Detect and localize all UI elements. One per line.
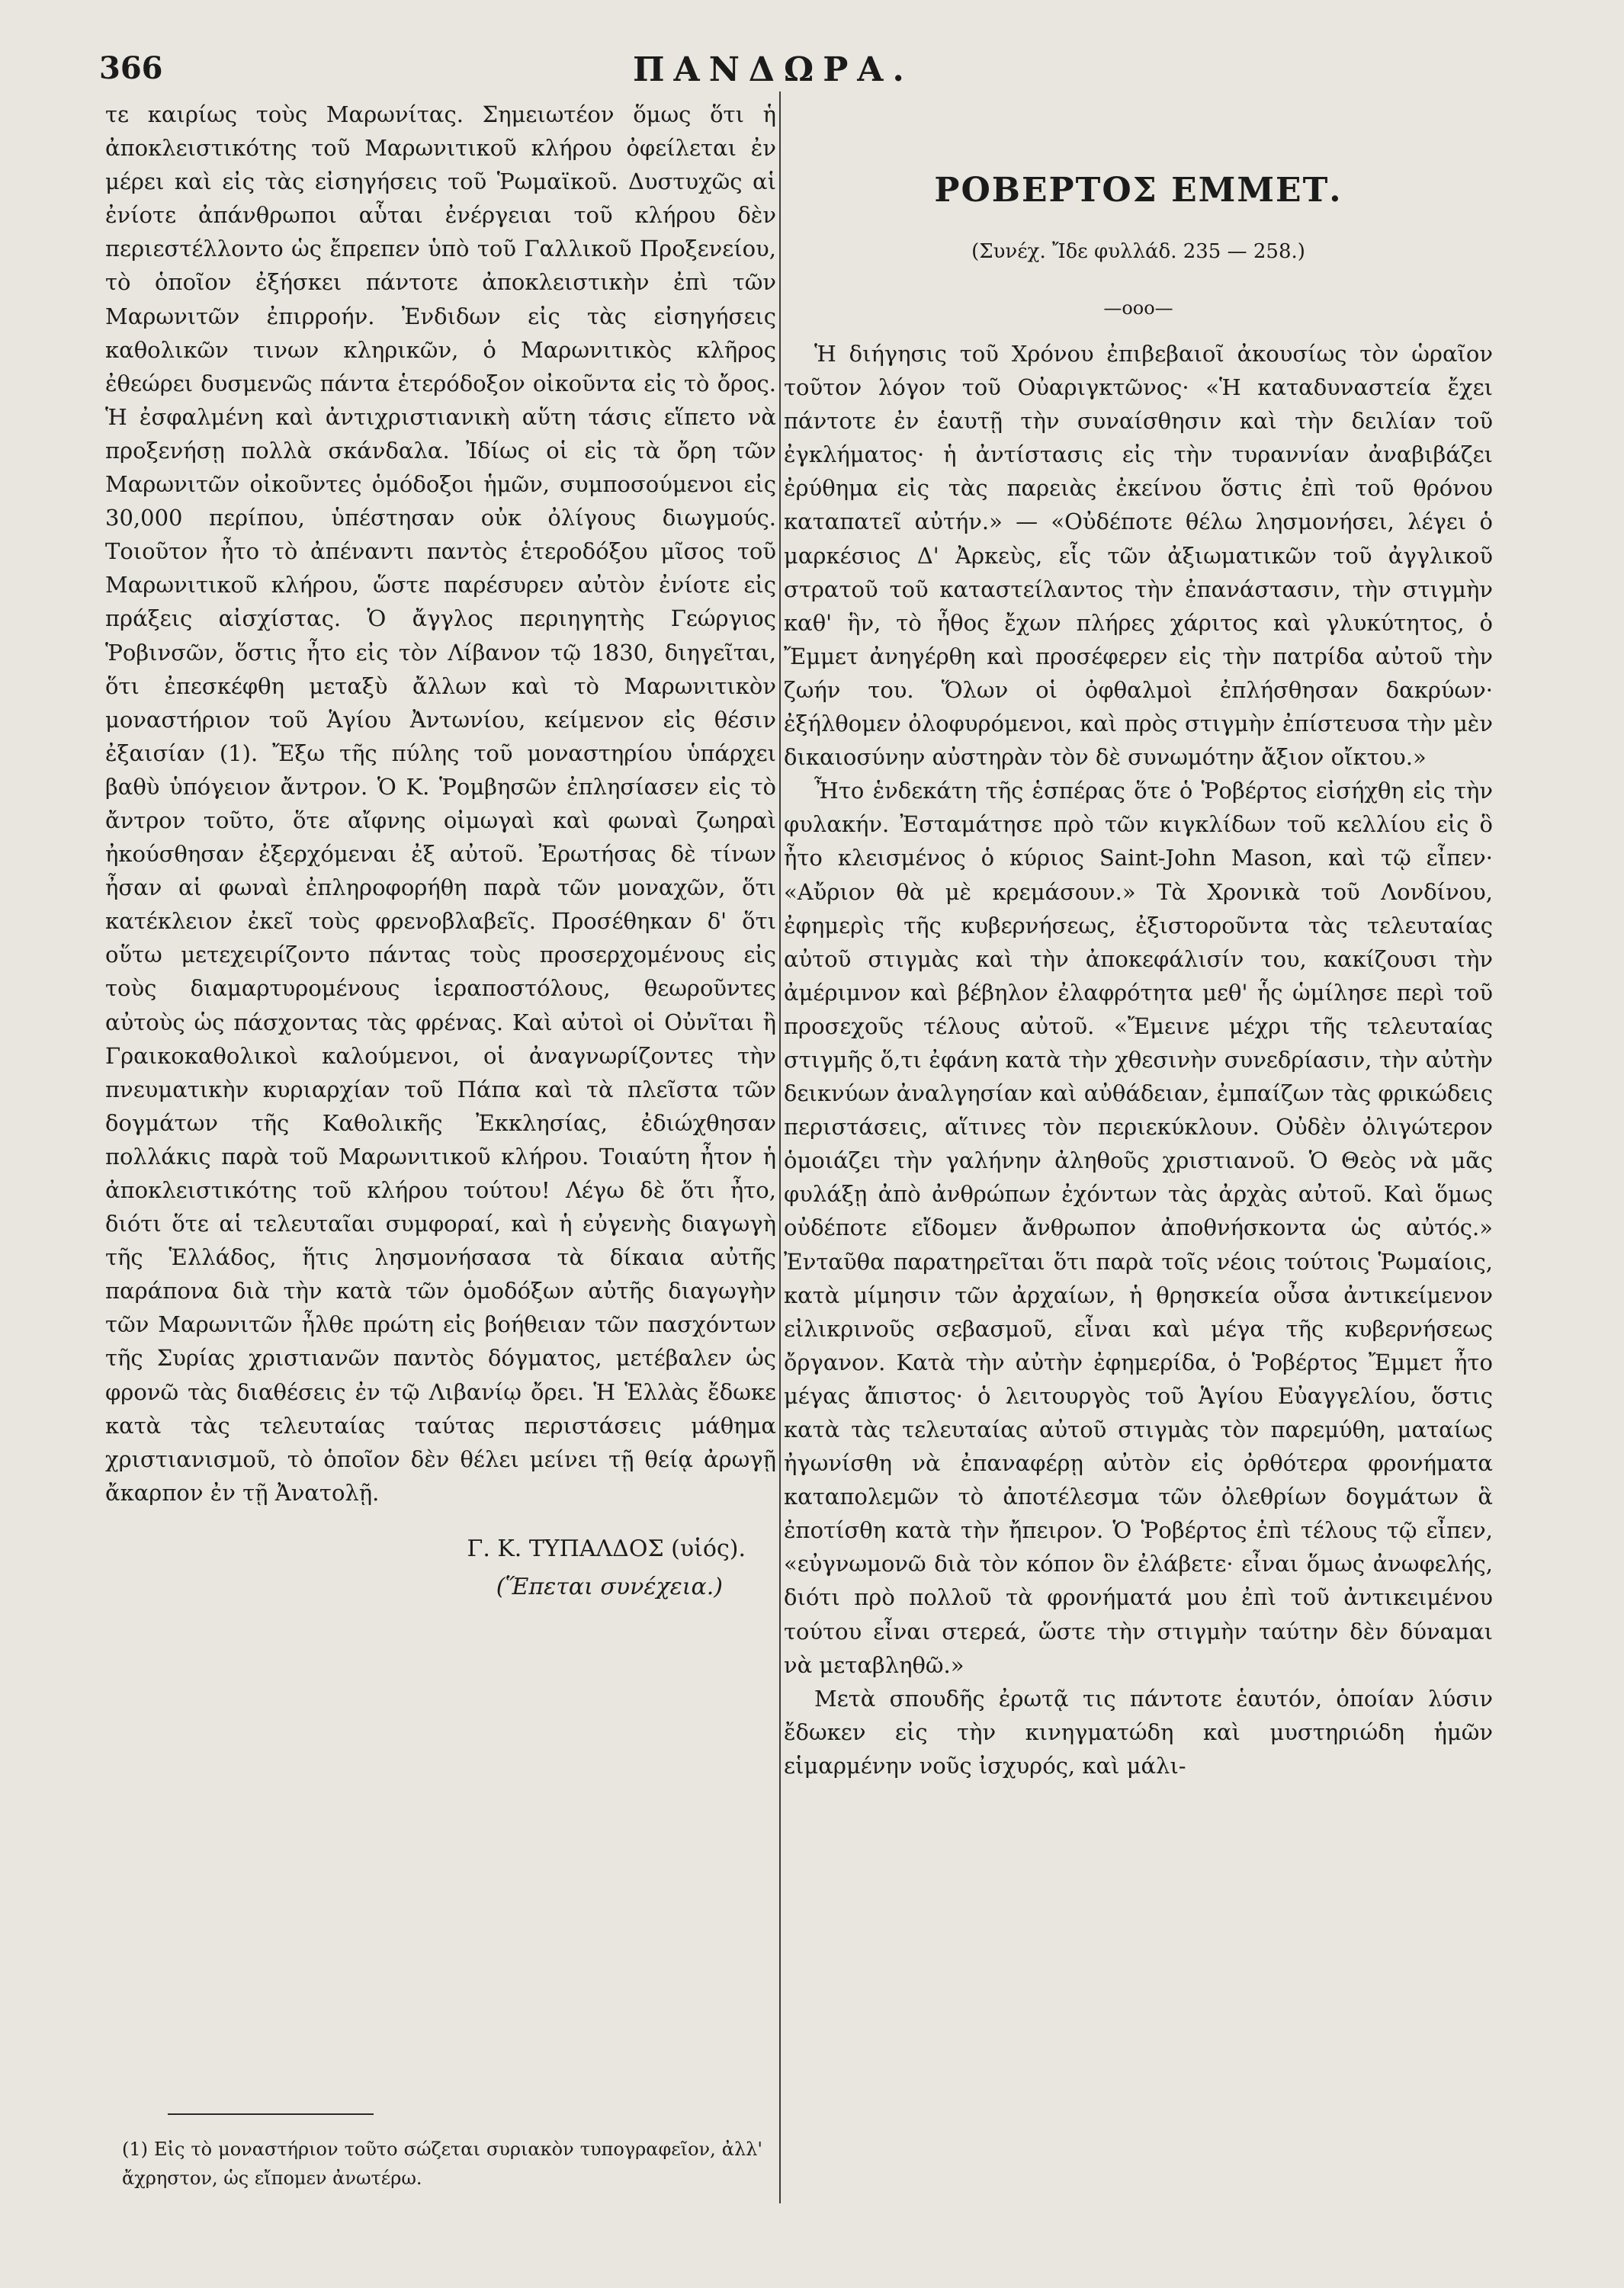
- running-header: [99, 50, 1533, 96]
- column-divider: [779, 91, 781, 2203]
- continuation-note: (Συνέχ. Ἴδε φυλλάδ. 235 — 258.): [971, 240, 1305, 263]
- footnote: (1) Εἰς τὸ μοναστήριον τοῦτο σώζεται συριακὸν τυπογραφεῖον, ἀλλ' ἄχρηστον, ὡς εἴπομεν ἀνωτέρω.: [122, 2139, 762, 2189]
- left-column-body: τε καιρίως τοὺς Μαρωνίτας. Σημειωτέον ὅμως ὅτι ἡ ἀποκλειστικότης τοῦ Μαρωνιτικοῦ κλήρου ὀφείλεται ἐν μέρει καὶ εἰς τὰς εἰσηγήσεις τοῦ Ῥωμαϊκοῦ. Δυστυχῶς αἱ ἐνίοτε ἀπάνθρωποι αὗται ἐνέργειαι τοῦ κλήρου δὲν περιεστέλλοντο ὡς ἔπρεπεν ὑπὸ τοῦ Γαλλικοῦ Προξενείου, τὸ ὁποῖον ἐξήσκει πάντοτε ἀποκλειστικὴν ἐπὶ τῶν Μαρωνιτῶν ἐπιρροήν. Ἐνδιδων εἰς τὰς εἰσηγήσεις καθολικῶν τινων κληρικῶν, ὁ Μαρωνιτικὸς κλῆρος ἐθεώρει δυσμενῶς πάντα ἑτερόδοξον οἰκοῦντα εἰς τὸ ὄρος. Ἡ ἐσφαλμένη καὶ ἀντιχριστιανικὴ αὕτη τάσις εἵπετο νὰ προξενήσῃ πολλὰ σκάνδαλα. Ἰδίως οἱ εἰς τὰ ὄρη τῶν Μαρωνιτῶν οἰκοῦντες ὁμόδοξοι ἡμῶν, συμποσούμενοι εἰς 30,000 περίπου, ὑπέστησαν οὐκ ὀλίγους διωγμούς. Τοιοῦτον ἦτο τὸ ἀπέναντι παντὸς ἑτεροδόξου μῖσος τοῦ Μαρωνιτικοῦ κλήρου, ὥστε παρέσυρεν αὐτὸν ἐνίοτε εἰς πράξεις αἰσχίστας. Ὁ ἄγγλος περιηγητὴς Γεώργιος Ῥοβινσῶν, ὅστις ἦτο εἰς τὸν Λίβανον τῷ 1830, διηγεῖται, ὅτι ἐπεσκέφθη μεταξὺ ἄλλων καὶ τὸ Μαρωνιτικὸν μοναστήριον τοῦ Ἁγίου Ἀντωνίου, κείμενον εἰς θέσιν ἐξαισίαν (1). Ἔξω τῆς πύλης τοῦ μοναστηρίου ὑπάρχει βαθὺ ὑπόγειον ἄντρον. Ὁ Κ. Ῥομβησῶν ἐπλησίασεν εἰς τὸ ἄντρον τοῦτο, ὅτε αἴφνης οἰμωγαὶ καὶ φωναὶ ζωηραὶ ἠκούσθησαν ἐξερχόμεναι ἐξ αὐτοῦ. Ἐρωτήσας δὲ τίνων ἦσαν αἱ φωναὶ ἐπληροφορήθη παρὰ τῶν μοναχῶν, ὅτι κατέκλειον ἐκεῖ τοὺς φρενοβλαβεῖς. Προσέθηκαν δ' ὅτι οὕτω μετεχειρίζοντο πάντας τοὺς προσερχομένους εἰς τοὺς διαμαρτυρομένους ἱεραποστόλους, θεωροῦντες αὐτοὺς ὡς πάσχοντας τὰς φρένας. Καὶ αὐτοὶ οἱ Οὐνῖται ἢ Γραικοκαθολικοὶ καλούμενοι, οἱ ἀναγνωρίζοντες τὴν πνευματικὴν κυριαρχίαν τοῦ Πάπα καὶ τὰ πλεῖστα τῶν δογμάτων τῆς Καθολικῆς Ἐκκλησίας, ἐδιώχθησαν πολλάκις παρὰ τοῦ Μαρωνιτικοῦ κλήρου. Τοιαύτη ἦτον ἡ ἀποκλειστικότης τοῦ κλήρου τούτου! Λέγω δὲ ὅτι ἦτο, διότι ὅτε αἱ τελευταῖαι συμφοραί, καὶ ἡ εὐγενὴς διαγωγὴ τῆς Ἑλλάδος, ἥτις λησμονήσασα τὰ δίκαια αὐτῆς παράπονα διὰ τὴν κατὰ τῶν ὁμοδόξων αὐτῆς διαγωγὴν τῶν Μαρωνιτῶν ἦλθε πρώτη εἰς βοήθειαν τῶν πασχόντων τῆς Συρίας χριστιανῶν παντὸς δόγματος, μετέβαλεν ὡς φρονῶ τὰς διαθέσεις ἐν τῷ Λιβανίῳ ὄρει. Ἡ Ἑλλὰς ἔδωκε κατὰ τὰς τελευταίας ταύτας περιστάσεις μάθημα χριστιανισμοῦ, τὸ ὁποῖον δὲν θέλει μείνει τῇ θείᾳ ἀρωγῇ ἄκαρπον ἐν τῇ Ἀνατολῇ.: [105, 101, 776, 1506]
- right-column: [784, 98, 1493, 1783]
- journal-title: ΠΑΝΔΩΡΑ.: [633, 50, 913, 89]
- article-title: ΡΟΒΕΡΤΟΣ ΕΜΜΕΤ.: [934, 171, 1343, 210]
- author-signature: Γ. Κ. ΤΥΠΑΛΔΟΣ (υἱός).: [467, 1535, 746, 1562]
- page-number: 366: [99, 50, 163, 86]
- section-divider: —οοο—: [1103, 297, 1173, 319]
- article-paragraph-3: Μετὰ σπουδῆς ἐρωτᾷ τις πάντοτε ἑαυτόν, ὁποίαν λύσιν ἔδωκεν εἰς τὴν κινηγματώδη καὶ μυστηριώδη ἡμῶν εἱμαρμένην νοῦς ἰσχυρός, καὶ μάλι-: [784, 1685, 1493, 1779]
- footnote-rule: [168, 2113, 374, 2115]
- to-be-continued-note: (Ἕπεται συνέχεια.): [496, 1574, 723, 1601]
- left-column: [105, 98, 776, 1604]
- article-paragraph-2: Ἦτο ἑνδεκάτη τῆς ἑσπέρας ὅτε ὁ Ῥοβέρτος εἰσήχθη εἰς τὴν φυλακήν. Ἐσταμάτησε πρὸ τῶν κιγκλίδων τοῦ κελλίου εἰς ὃ ἦτο κλεισμένος ὁ κύριος Saint-John Mason, καὶ τῷ εἶπεν· «Αὔριον θὰ μὲ κρεμάσουν.» Τὰ Χρονικὰ τοῦ Λονδίνου, ἐφημερὶς τῆς κυβερνήσεως, ἐξιστοροῦντα τὰς τελευταίας αὐτοῦ στιγμὰς καὶ τὴν ἀποκεφάλισίν του, κακίζουσι τὴν ἀμέριμνον καὶ βέβηλον ἐλαφρότητα μεθ' ἧς ὡμίλησε περὶ τοῦ προσεχοῦς τέλους αὐτοῦ. «Ἔμεινε μέχρι τῆς τελευταίας στιγμῆς ὅ,τι ἐφάνη κατὰ τὴν χθεσινὴν συνεδρίασιν, τὴν αὐτὴν δεικνύων ἀναλγησίαν καὶ αὐθάδειαν, ἐμπαίζων τὰς φρικώδεις περιστάσεις, αἵτινες τὸν περιεκύκλουν. Οὐδὲν ὀλιγώτερον ὁμοιάζει τὴν γαλήνην ἀληθοῦς χριστιανοῦ. Ὁ Θεὸς νὰ μᾶς φυλάξῃ ἀπὸ ἀνθρώπων ἐχόντων τὰς ἀρχὰς αὐτοῦ. Καὶ ὅμως οὐδέποτε εἴδομεν ἄνθρωπον ἀποθνήσκοντα ὡς αὐτός.» Ἐνταῦθα παρατηρεῖται ὅτι παρὰ τοῖς νέοις τούτοις Ῥωμαίοις, κατὰ μίμησιν τῶν ἀρχαίων, ἡ θρησκεία οὖσα ἀντικείμενον εἰλικρινοῦς σεβασμοῦ, εἶναι καὶ μέγα τῆς κυβερνήσεως ὄργανον. Κατὰ τὴν αὐτὴν ἐφημερίδα, ὁ Ῥοβέρτος Ἔμμετ ἦτο μέγας ἄπιστος· ὁ λειτουργὸς τοῦ Ἁγίου Εὐαγγελίου, ὅστις κατὰ τὰς τελευταίας αὐτοῦ στιγμὰς τὸν παρεμύθη, ματαίως ἠγωνίσθη νὰ ἐπαναφέρῃ αὐτὸν εἰς ὀρθότερα φρονήματα καταπολεμῶν τὸ ἀποτέλεσμα τῶν ὀλεθρίων δογμάτων ἃ ἐποτίσθη κατὰ τὴν ἤπειρον. Ὁ Ῥοβέρτος ἐπὶ τέλους τῷ εἶπεν, «εὐγνωμονῶ διὰ τὸν κόπον ὃν ἐλάβετε· εἶναι ὅμως ἀνωφελής, διότι πρὸ πολλοῦ τὰ φρονήματά μου ἐπὶ τοῦ ἀντικειμένου τούτου εἶναι στερεά, ὥστε τὴν στιγμὴν ταύτην δὲν δύναμαι νὰ μεταβληθῶ.»: [784, 778, 1493, 1678]
- article-paragraph-1: Ἡ διήγησις τοῦ Χρόνου ἐπιβεβαιοῖ ἀκουσίως τὸν ὡραῖον τοῦτον λόγον τοῦ Οὐαριγκτῶνος· «Ἡ καταδυναστεία ἔχει πάντοτε ἐν ἑαυτῇ τὴν συναίσθησιν καὶ τὴν δειλίαν τοῦ ἐγκλήματος· ἡ ἀντίστασις εἰς τὴν τυραννίαν ἀναβιβάζει ἐρύθημα εἰς τὰς παρειὰς ἐκείνου ὅστις ἐπὶ τοῦ θρόνου καταπατεῖ αὐτήν.» — «Οὐδέποτε θέλω λησμονήσει, λέγει ὁ μαρκέσιος Δ' Ἀρκεὺς, εἷς τῶν ἀξιωματικῶν τοῦ ἀγγλικοῦ στρατοῦ τοῦ καταστείλαντος τὴν ἐπανάστασιν, τὴν στιγμὴν καθ' ἣν, τὸ ἦθος ἔχων πλήρες χάριτος καὶ γλυκύτητος, ὁ Ἔμμετ ἀνηγέρθη καὶ προσέφερεν εἰς τὴν πατρίδα αὐτοῦ τὴν ζωήν του. Ὅλων οἱ ὀφθαλμοὶ ἐπλήσθησαν δακρύων· ἐξήλθομεν ὀλοφυρόμενοι, καὶ πρὸς στιγμὴν ἐπίστευσα τὴν μὲν δικαιοσύνην αὐστηρὰν τὸν δὲ συνωμότην ἄξιον οἴκτου.»: [784, 341, 1493, 771]
